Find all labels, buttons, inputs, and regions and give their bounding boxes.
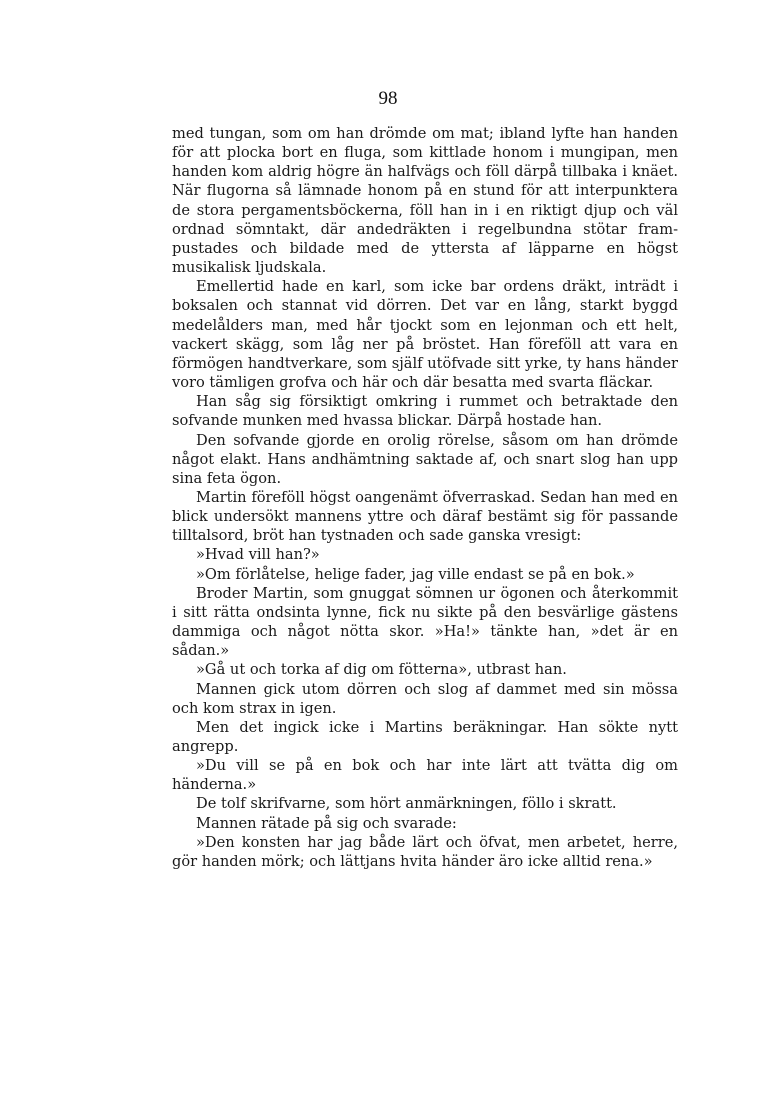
paragraph-14: Mannen rätade på sig och svarade: <box>196 814 457 832</box>
page-number: 98 <box>378 88 398 109</box>
paragraph-1: med tungan, som om han drömde om mat; ibland lyfte han handen för att plocka bort en fluga, som kittlade honom i mungipan, men handen kom aldrig högre än halfvägs och föll därpå tillbaka i knäet. När flugorna så lämnade honom på en stund för att interpunktera de stora pergamentsböckerna, föll han in i en riktigt djup och väl ordnad sömntakt, där andedräkten i regelbundna stötar frampustades och bildade med de yttersta af läpparne en högst musikalisk ljudskala. <box>172 125 678 277</box>
paragraph-2: Emellertid hade en karl, som icke bar ordens dräkt, inträdt i boksalen och stannat vid dörren. Det var en lång, starkt byggd medelålders man, med hår tjockt som en lejonman och ett helt, vackert skägg, som låg ner på bröstet. Han föreföll att vara en förmögen handtverkare, som själf utöfvade sitt yrke, ty hans händer voro tämligen grofva och här och där besatta med svarta fläckar. <box>172 278 678 392</box>
paragraph-8: Broder Martin, som gnuggat sömnen ur ögonen och återkommit i sitt rätta ondsinta lynne, fick nu sikte på den besvärlige gästens dammiga och något nötta skor. »Ha!» tänkte han, »det är en sådan.» <box>172 584 678 660</box>
paragraph-6: »Hvad vill han?» <box>196 546 320 564</box>
paragraph-5: Martin föreföll högst oangenämt öfverraskad. Sedan han med en blick undersökt mannens yttre och däraf bestämt sig för passande tilltalsord, bröt han tystnaden och sade ganska vresigt: <box>172 488 678 545</box>
paragraph-12: »Du vill se på en bok och har inte lärt att tvätta dig om händerna.» <box>172 757 678 794</box>
paragraph-7: »Om förlåtelse, helige fader, jag ville endast se på en bok.» <box>196 565 635 583</box>
paragraph-4: Den sofvande gjorde en orolig rörelse, såsom om han drömde något elakt. Hans andhämtning saktade af, och snart slog han upp sina feta ögon. <box>172 431 678 487</box>
paragraph-10: Mannen gick utom dörren och slog af dammet med sin mössa och kom strax in igen. <box>172 680 678 717</box>
body-text <box>172 124 678 871</box>
paragraph-15: »Den konsten har jag både lärt och öfvat, men arbetet, herre, gör handen mörk; och lättjans hvita händer äro icke alltid rena.» <box>172 833 678 870</box>
paragraph-3: Han såg sig försiktigt omkring i rummet och betraktade den sofvande munken med hvassa blickar. Därpå hostade han. <box>172 393 678 430</box>
paragraph-9: »Gå ut och torka af dig om fötterna», utbrast han. <box>196 661 567 679</box>
paragraph-13: De tolf skrifvarne, som hört anmärkningen, föllo i skratt. <box>196 795 617 813</box>
paragraph-11: Men det ingick icke i Martins beräkningar. Han sökte nytt angrepp. <box>172 718 678 755</box>
